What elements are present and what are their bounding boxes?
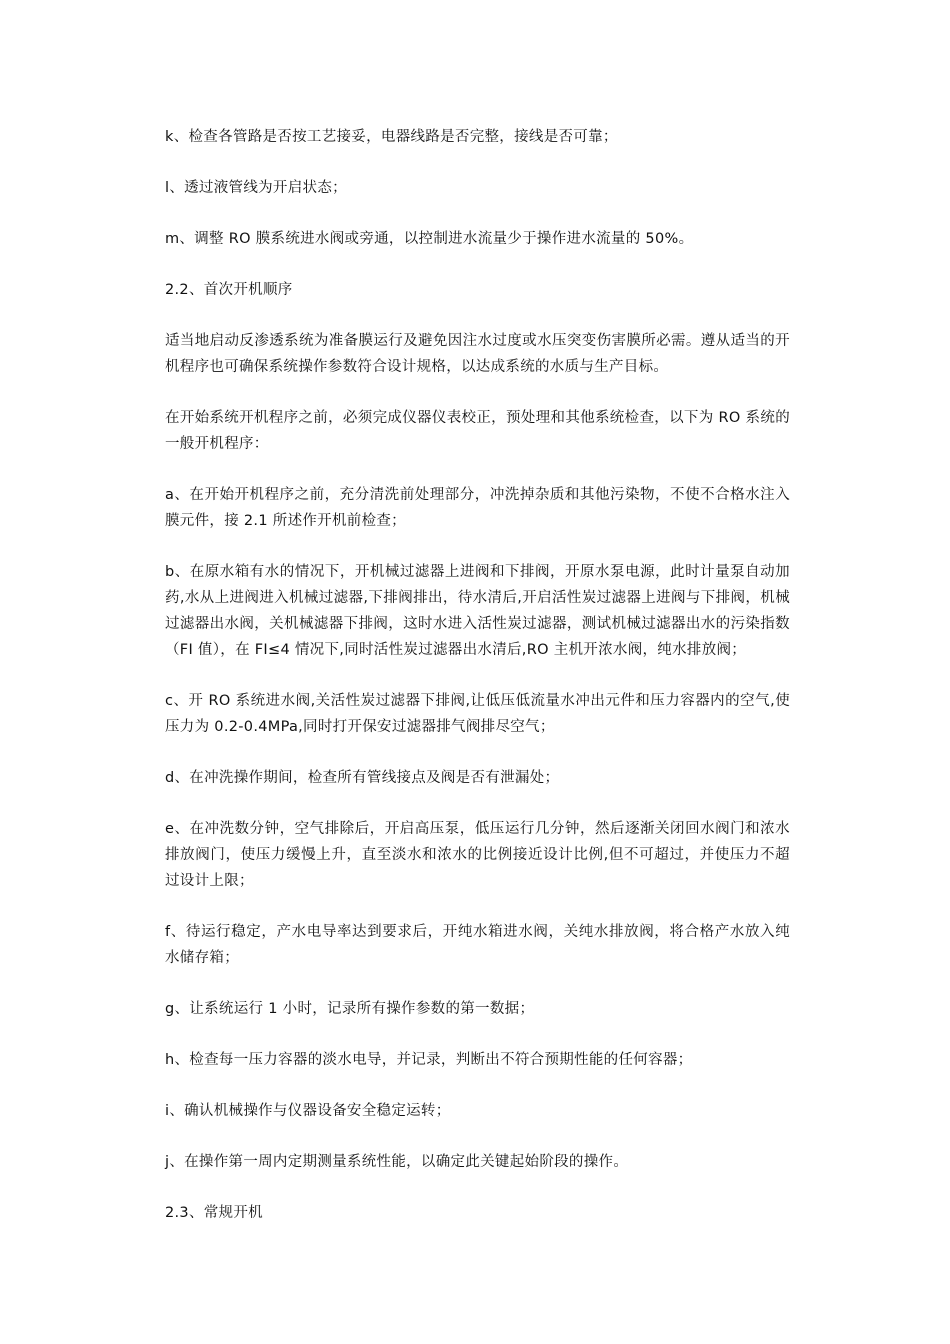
- paragraph-i: i、确认机械操作与仪器设备安全稳定运转；: [165, 1103, 451, 1119]
- paragraph-j: j、在操作第一周内定期测量系统性能，以确定此关键起始阶段的操作。: [165, 1154, 629, 1170]
- paragraph-m: m、调整 RO 膜系统进水阀或旁通，以控制进水流量少于操作进水流量的 50%。: [165, 231, 694, 247]
- section-heading-2-3: 2.3、常规开机: [165, 1205, 263, 1221]
- document-page: [165, 124, 790, 1251]
- paragraph-intro: 适当地启动反渗透系统为准备膜运行及避免因注水过度或水压突变伤害膜所必需。遵从适当的开机程序也可确保系统操作参数符合设计规格，以达成系统的水质与生产目标。: [165, 333, 790, 375]
- paragraph-b: b、在原水箱有水的情况下，开机械过滤器上进阀和下排阀，开原水泵电源，此时计量泵自动加药,水从上进阀进入机械过滤器,下排阀排出，待水清后,开启活性炭过滤器上进阀与下排阀，机械过滤器出水阀，关机械滤器下排阀，这时水进入活性炭过滤器，测试机械过滤器出水的污染指数（FI 值），在 FI≤4 情况下,同时活性炭过滤器出水清后,RO 主机开浓水阀，纯水排放阀；: [165, 564, 790, 658]
- paragraph-g: g、让系统运行 1 小时，记录所有操作参数的第一数据；: [165, 1001, 535, 1017]
- paragraph-e: e、在冲洗数分钟，空气排除后，开启高压泵，低压运行几分钟，然后逐渐关闭回水阀门和浓水排放阀门，使压力缓慢上升，直至淡水和浓水的比例接近设计比例,但不可超过，并使压力不超过设计上限；: [165, 821, 790, 889]
- paragraph-k: k、检查各管路是否按工艺接妥，电器线路是否完整，接线是否可靠；: [165, 129, 618, 145]
- section-heading-2-2: 2.2、首次开机顺序: [165, 282, 293, 298]
- paragraph-prestart: 在开始系统开机程序之前，必须完成仪器仪表校正，预处理和其他系统检查，以下为 RO 系统的一般开机程序：: [165, 410, 790, 452]
- paragraph-f: f、待运行稳定，产水电导率达到要求后，开纯水箱进水阀，关纯水排放阀，将合格产水放入纯水储存箱；: [165, 924, 790, 966]
- paragraph-h: h、检查每一压力容器的淡水电导，并记录，判断出不符合预期性能的任何容器；: [165, 1052, 693, 1068]
- paragraph-d: d、在冲洗操作期间，检查所有管线接点及阀是否有泄漏处；: [165, 770, 560, 786]
- paragraph-l: l、透过液管线为开启状态；: [165, 180, 347, 196]
- paragraph-a: a、在开始开机程序之前，充分清洗前处理部分，冲洗掉杂质和其他污染物，不使不合格水注入膜元件，接 2.1 所述作开机前检查；: [165, 487, 790, 529]
- paragraph-c: c、开 RO 系统进水阀,关活性炭过滤器下排阀,让低压低流量水冲出元件和压力容器内的空气,使压力为 0.2-0.4MPa,同时打开保安过滤器排气阀排尽空气；: [165, 693, 790, 735]
